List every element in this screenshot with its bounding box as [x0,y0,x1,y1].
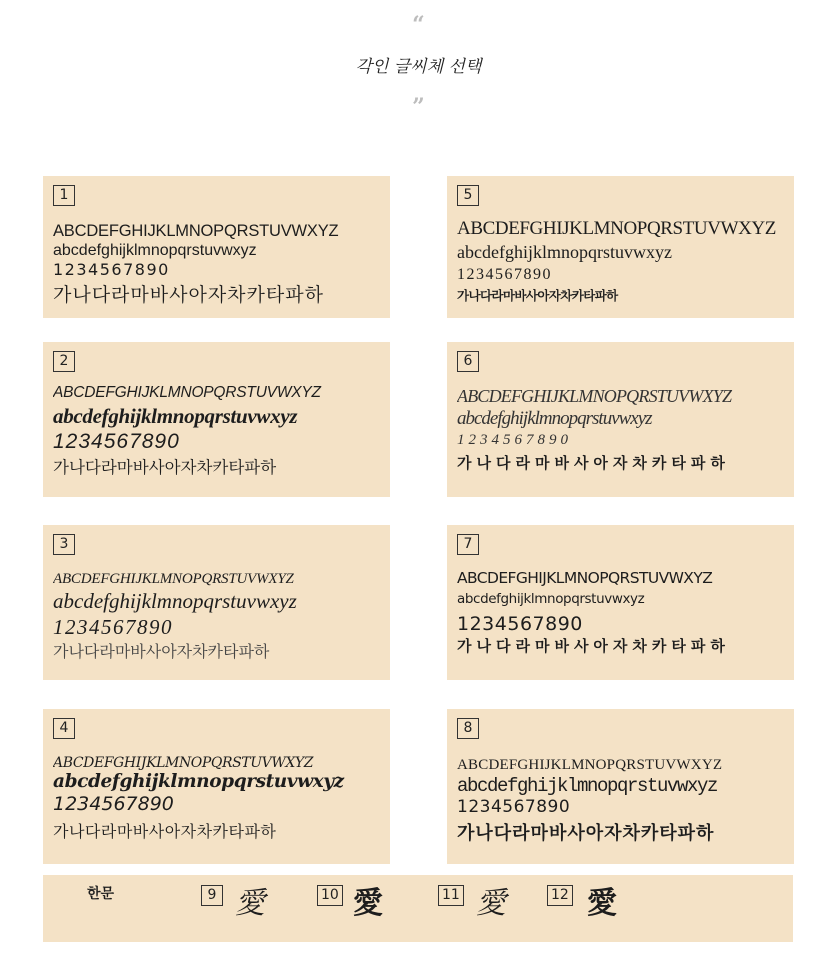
font-number-badge: 10 [317,885,343,906]
font-number-badge: 4 [53,718,75,739]
sample-uppercase: ABCDEFGHIJKLMNOPQRSTUVWXYZ [457,569,713,587]
sample-digits: 1234567890 [457,432,572,448]
hanja-character: 愛 [587,886,617,921]
hanja-options [43,875,793,942]
sample-digits: 1234567890 [457,797,571,817]
sample-korean: 가나다라마바사아자차카타파하 [53,458,277,477]
font-number-badge: 3 [53,534,75,555]
font-number-badge: 12 [547,885,573,906]
sample-korean: 가나다라마바사아자차카타파하 [53,642,270,661]
font-option-2[interactable] [43,342,390,497]
sample-lowercase: abcdefghijklmnopqrstuvwxyz [457,242,672,262]
sample-digits: 1234567890 [53,260,170,279]
sample-lowercase: abcdefghijklmnopqrstuvwxyz [53,771,344,792]
font-option-7[interactable] [447,525,794,680]
sample-korean: 가나다라마바사아자차카타파하 [457,637,730,655]
sample-lowercase: abcdefghijklmnopqrstuvwxyz [457,775,718,797]
sample-lowercase: abcdefghijklmnopqrstuvwxyz [53,589,297,613]
sample-korean: 가나다라마바사아자차카타파하 [457,454,730,472]
sample-uppercase: ABCDEFGHIJKLMNOPQRSTUVWXYZ [53,384,321,401]
font-option-6[interactable] [447,342,794,497]
sample-uppercase: ABCDEFGHIJKLMNOPQRSTUVWXYZ [457,757,723,773]
sample-uppercase: ABCDEFGHIJKLMNOPQRSTUVWXYZ [53,571,294,587]
sample-digits: 1234567890 [457,613,583,635]
font-option-5[interactable] [447,176,794,318]
font-number-badge: 9 [201,885,223,906]
sample-lowercase: abcdefghijklmnopqrstuvwxyz [53,404,298,428]
font-option-1[interactable] [43,176,390,318]
hanja-character: 愛 [476,886,506,921]
sample-digits: 1234567890 [53,430,180,453]
hanja-label: 한문 [87,886,115,902]
hanja-character: 愛 [235,886,265,921]
font-option-4[interactable] [43,709,390,864]
font-option-3[interactable] [43,525,390,680]
sample-digits: 1234567890 [457,266,552,283]
sample-lowercase: abcdefghijklmnopqrstuvwxyz [457,591,645,607]
font-number-badge: 8 [457,718,479,739]
hanja-character: 愛 [353,886,383,921]
open-quote-mark: “ [412,12,425,38]
sample-digits: 1234567890 [53,615,173,639]
sample-korean: 가나다라마바사아자차카타파하 [457,823,715,844]
font-number-badge: 7 [457,534,479,555]
font-number-badge: 1 [53,185,75,206]
sample-korean: 가나다라마바사아자차카타파하 [53,822,277,841]
sample-korean: 가나다라마바사아자차카타파하 [53,284,324,306]
close-quote-mark: ” [412,94,425,120]
font-option-8[interactable] [447,709,794,864]
font-number-badge: 5 [457,185,479,206]
font-number-badge: 2 [53,351,75,372]
font-number-badge: 11 [438,885,464,906]
sample-uppercase: ABCDEFGHIJKLMNOPQRSTUVWXYZ [53,222,339,240]
sample-uppercase: ABCDEFGHIJKLMNOPQRSTUVWXYZ [53,755,314,771]
sample-korean: 가나다라마바사아자차카타파하 [457,288,618,303]
sample-lowercase: abcdefghijklmnopqrstuvwxyz [457,408,652,429]
sample-digits: 1234567890 [53,793,174,815]
page-title: 각인 글씨체 선택 [355,57,482,77]
sample-uppercase: ABCDEFGHIJKLMNOPQRSTUVWXYZ [457,386,732,406]
font-number-badge: 6 [457,351,479,372]
sample-uppercase: ABCDEFGHIJKLMNOPQRSTUVWXYZ [457,218,776,239]
sample-lowercase: abcdefghijklmnopqrstuvwxyz [53,242,257,259]
